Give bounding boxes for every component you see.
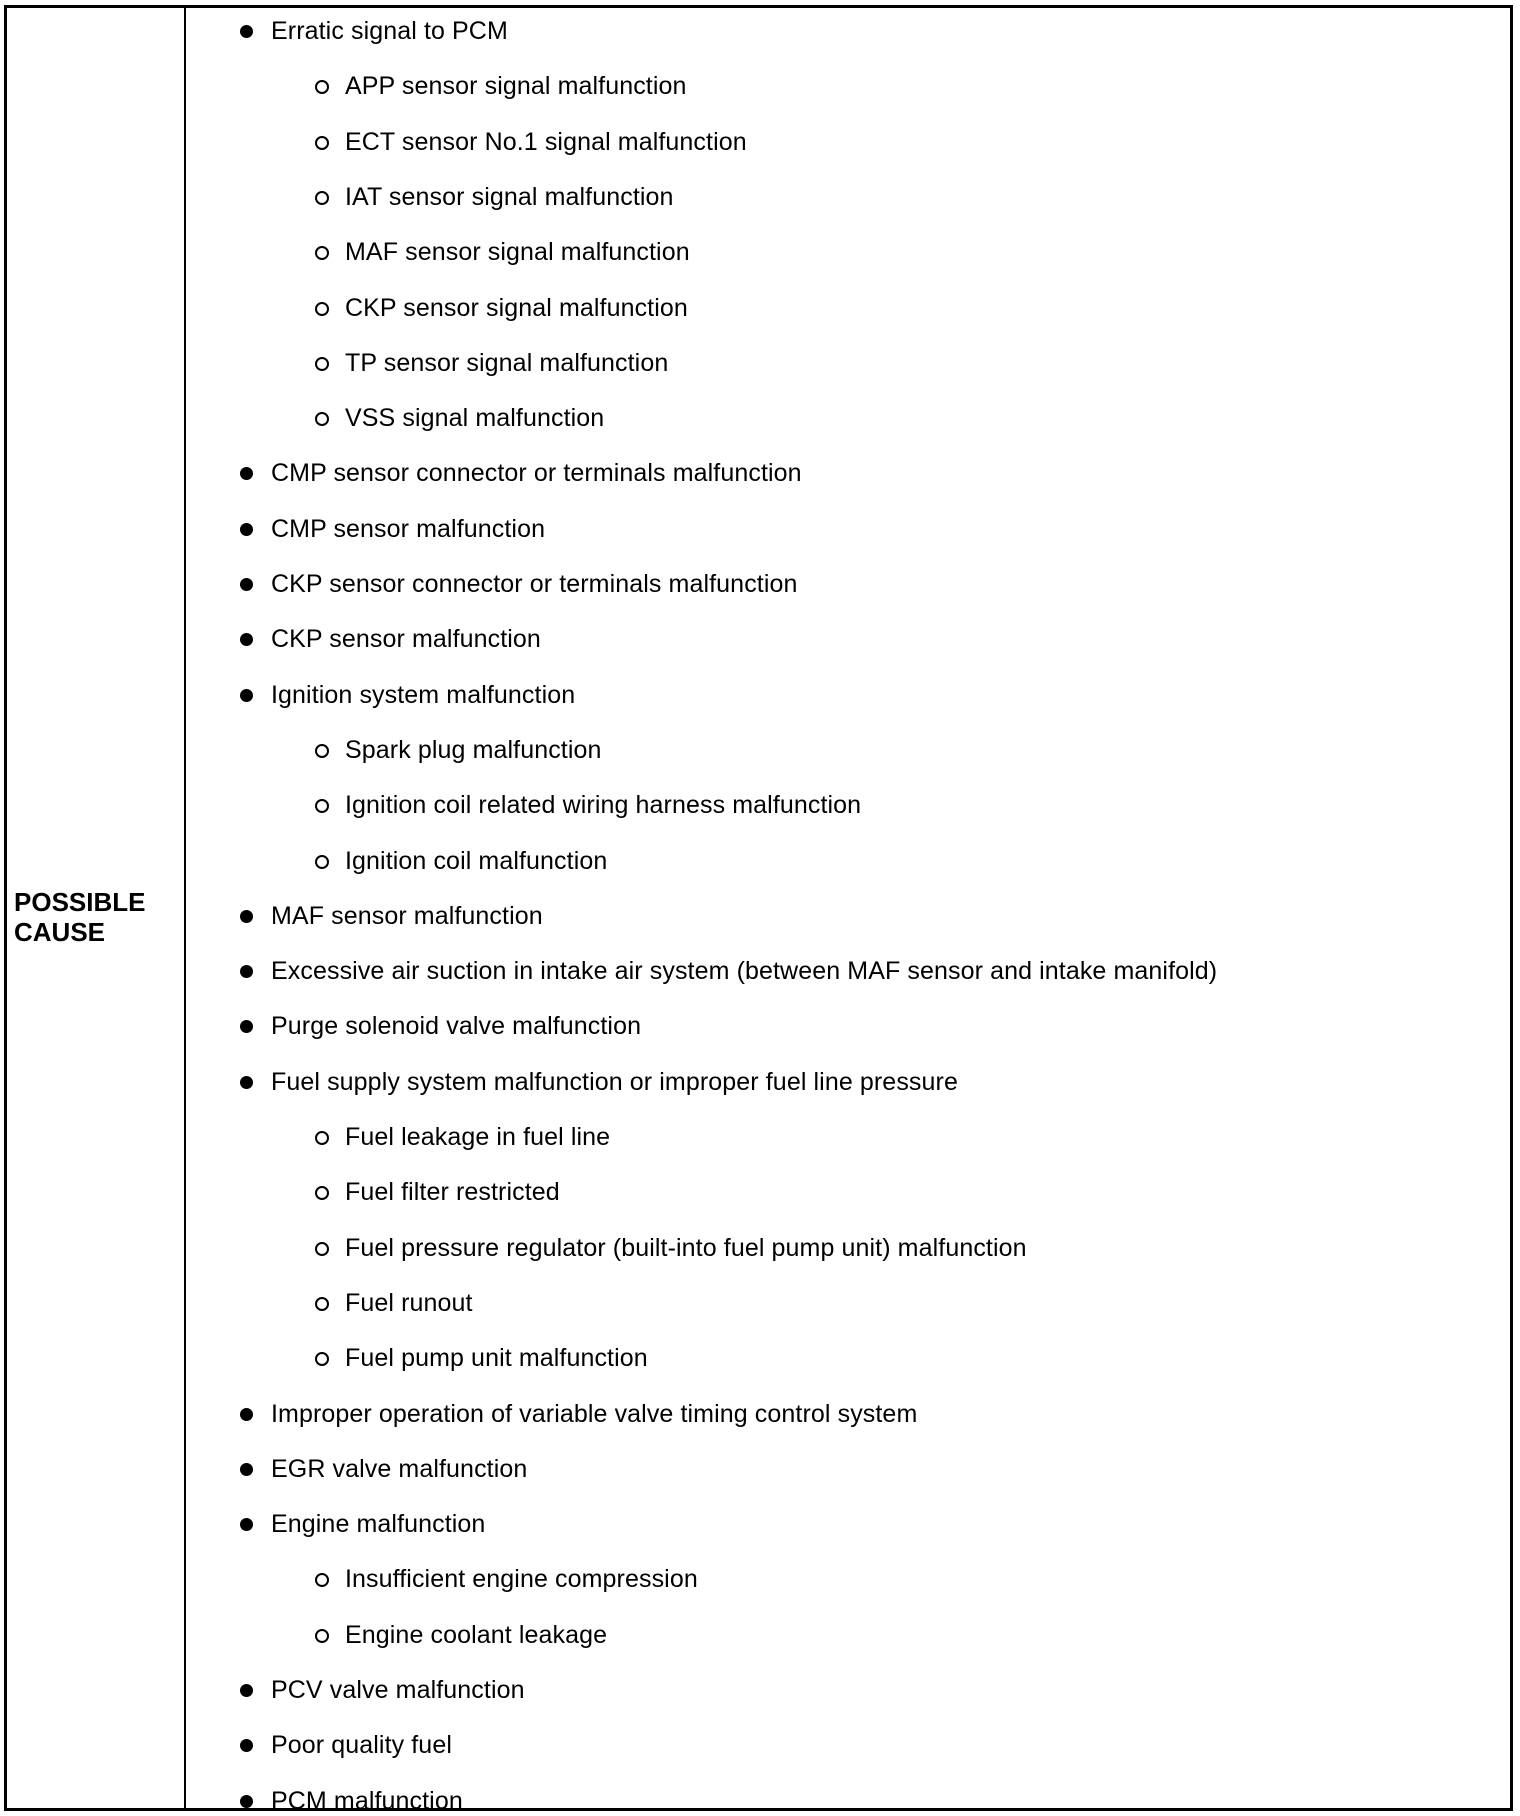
hollow-bullet-icon <box>315 1242 329 1256</box>
list-item-text: Fuel leakage in fuel line <box>345 1123 611 1151</box>
hollow-bullet-icon <box>315 302 329 316</box>
hollow-bullet-icon <box>315 855 329 869</box>
list-item-text: Ignition coil malfunction <box>345 847 608 875</box>
list-item-text: Ignition system malfunction <box>271 681 576 709</box>
possible-cause-table <box>4 5 1513 1815</box>
filled-bullet-icon <box>240 1408 253 1421</box>
filled-bullet-icon <box>240 1076 253 1089</box>
filled-bullet-icon <box>240 965 253 978</box>
list-item-text: APP sensor signal malfunction <box>345 72 687 100</box>
filled-bullet-icon <box>240 1518 253 1531</box>
list-item-text: EGR valve malfunction <box>271 1455 528 1483</box>
hollow-bullet-icon <box>315 799 329 813</box>
hollow-bullet-icon <box>315 136 329 150</box>
cause-list <box>188 8 1510 1815</box>
list-item-text: PCM malfunction <box>271 1787 463 1815</box>
hollow-bullet-icon <box>315 1573 329 1587</box>
list-item-text: CMP sensor connector or terminals malfunction <box>271 459 802 487</box>
list-item-text: Fuel filter restricted <box>345 1178 560 1206</box>
filled-bullet-icon <box>240 689 253 702</box>
hollow-bullet-icon <box>315 1131 329 1145</box>
list-item-text: MAF sensor malfunction <box>271 902 543 930</box>
filled-bullet-icon <box>240 1684 253 1697</box>
list-item-text: Spark plug malfunction <box>345 736 602 764</box>
list-item-text: TP sensor signal malfunction <box>345 349 669 377</box>
hollow-bullet-icon <box>315 191 329 205</box>
hollow-bullet-icon <box>315 1297 329 1311</box>
list-item-text: Engine malfunction <box>271 1510 486 1538</box>
filled-bullet-icon <box>240 523 253 536</box>
list-item-text: Improper operation of variable valve timing control system <box>271 1400 918 1428</box>
filled-bullet-icon <box>240 1795 253 1808</box>
filled-bullet-icon <box>240 25 253 38</box>
hollow-bullet-icon <box>315 357 329 371</box>
list-item-text: Erratic signal to PCM <box>271 17 508 45</box>
list-item-text: Ignition coil related wiring harness malfunction <box>345 791 862 819</box>
filled-bullet-icon <box>240 633 253 646</box>
list-item-text: CKP sensor signal malfunction <box>345 294 688 322</box>
list-item-text: IAT sensor signal malfunction <box>345 183 674 211</box>
list-item-text: Fuel runout <box>345 1289 473 1317</box>
hollow-bullet-icon <box>315 1352 329 1366</box>
filled-bullet-icon <box>240 1739 253 1752</box>
hollow-bullet-icon <box>315 80 329 94</box>
hollow-bullet-icon <box>315 412 329 426</box>
list-item-text: Poor quality fuel <box>271 1731 452 1759</box>
filled-bullet-icon <box>240 910 253 923</box>
list-item-text: CKP sensor connector or terminals malfunction <box>271 570 798 598</box>
list-item-text: Fuel supply system malfunction or improper fuel line pressure <box>271 1068 958 1096</box>
list-item-text: Insufficient engine compression <box>345 1565 698 1593</box>
list-item-text: Fuel pump unit malfunction <box>345 1344 648 1372</box>
list-item-text: Excessive air suction in intake air system (between MAF sensor and intake manifold) <box>271 957 1218 985</box>
list-item-text: CKP sensor malfunction <box>271 625 541 653</box>
hollow-bullet-icon <box>315 1186 329 1200</box>
filled-bullet-icon <box>240 578 253 591</box>
hollow-bullet-icon <box>315 744 329 758</box>
list-item-text: CMP sensor malfunction <box>271 515 546 543</box>
filled-bullet-icon <box>240 467 253 480</box>
list-item-text: ECT sensor No.1 signal malfunction <box>345 128 747 156</box>
list-item-text: Fuel pressure regulator (built-into fuel pump unit) malfunction <box>345 1234 1027 1262</box>
hollow-bullet-icon <box>315 246 329 260</box>
list-item-text: MAF sensor signal malfunction <box>345 238 690 266</box>
list-item-text: VSS signal malfunction <box>345 404 605 432</box>
hollow-bullet-icon <box>315 1629 329 1643</box>
label-cell <box>7 8 186 1808</box>
filled-bullet-icon <box>240 1463 253 1476</box>
list-item-text: Engine coolant leakage <box>345 1621 608 1649</box>
filled-bullet-icon <box>240 1020 253 1033</box>
list-item-text: Purge solenoid valve malfunction <box>271 1012 642 1040</box>
list-item-text: PCV valve malfunction <box>271 1676 525 1704</box>
possible-cause-label: POSSIBLE CAUSE <box>14 887 146 947</box>
